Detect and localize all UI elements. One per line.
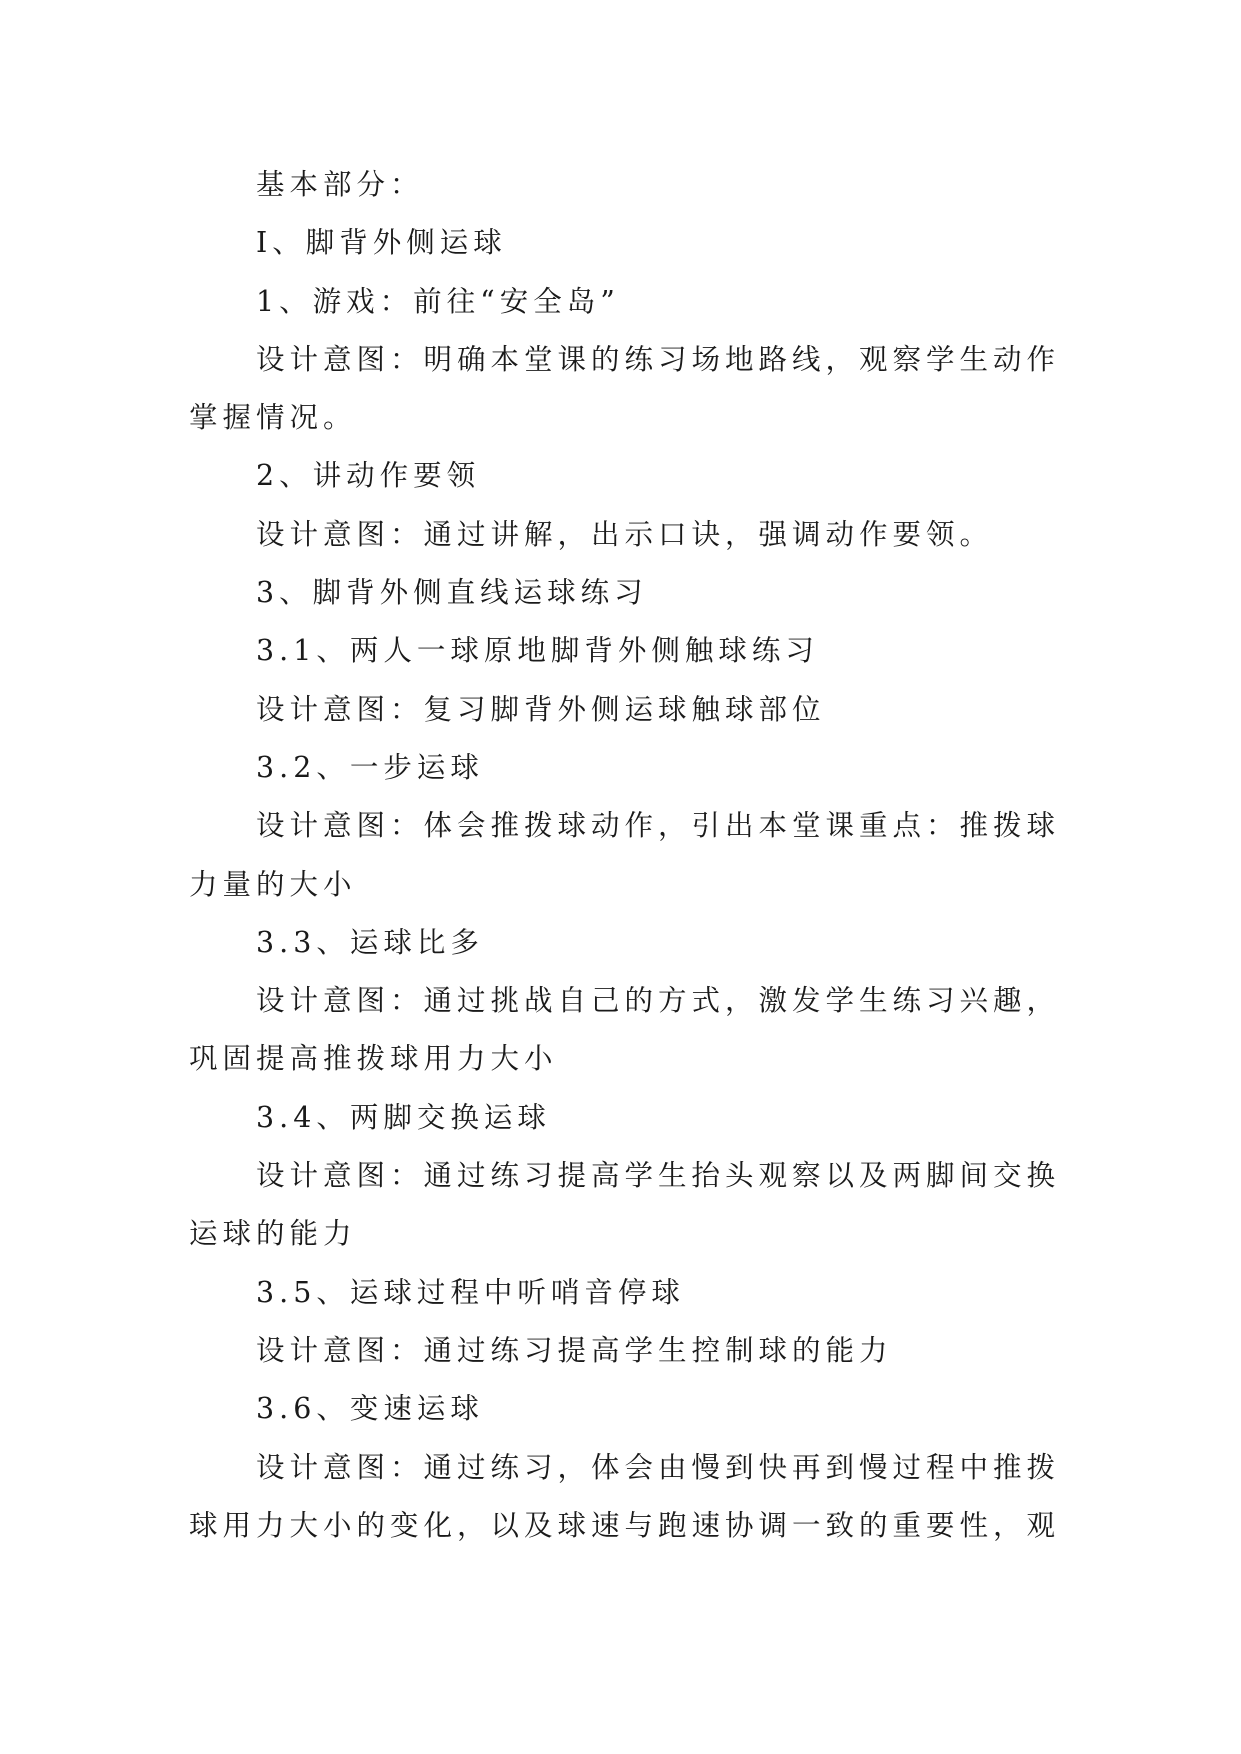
section-heading: 基本部分： — [256, 168, 424, 201]
design-intent-paragraph: 设计意图：复习脚背外侧运球触球部位 — [256, 692, 826, 726]
sub-item-heading: 3.2、一步运球 — [256, 750, 484, 784]
sub-item-heading: 3.4、两脚交换运球 — [256, 1100, 551, 1134]
sub-item-heading: 3.5、运球过程中听哨音停球 — [256, 1275, 685, 1309]
design-intent-paragraph: 设计意图：体会推拨球动作，引出本堂课重点：推拨球 — [256, 809, 1061, 843]
sub-item-heading: 3.6、变速运球 — [256, 1392, 484, 1426]
design-intent-paragraph: 设计意图：通过练习提高学生抬头观察以及两脚间交换 — [256, 1159, 1061, 1193]
design-intent-paragraph: 设计意图：通过讲解，出示口诀，强调动作要领。 — [256, 517, 994, 551]
paragraph-continuation: 掌握情况。 — [189, 401, 357, 435]
list-item-heading: 2、讲动作要领 — [256, 459, 481, 493]
paragraph-continuation: 运球的能力 — [189, 1217, 357, 1251]
document-body — [189, 156, 1061, 1555]
subsection-heading: Ⅰ、脚背外侧运球 — [256, 226, 507, 260]
design-intent-paragraph: 设计意图：通过练习提高学生控制球的能力 — [256, 1333, 893, 1367]
paragraph-continuation: 球用力大小的变化，以及球速与跑速协调一致的重要性，观 — [189, 1508, 1061, 1542]
paragraph-continuation: 力量的大小 — [189, 867, 357, 901]
design-intent-paragraph: 设计意图：明确本堂课的练习场地路线，观察学生动作 — [256, 342, 1061, 376]
paragraph-continuation: 巩固提高推拨球用力大小 — [189, 1042, 558, 1076]
design-intent-paragraph: 设计意图：通过挑战自己的方式，激发学生练习兴趣， — [256, 984, 1061, 1018]
sub-item-heading: 3.3、运球比多 — [256, 925, 484, 959]
list-item-heading: 1、游戏：前往“安全岛” — [256, 284, 620, 318]
design-intent-paragraph: 设计意图：通过练习，体会由慢到快再到慢过程中推拨 — [256, 1450, 1061, 1484]
sub-item-heading: 3.1、两人一球原地脚背外侧触球练习 — [256, 634, 819, 668]
list-item-heading: 3、脚背外侧直线运球练习 — [256, 576, 648, 610]
